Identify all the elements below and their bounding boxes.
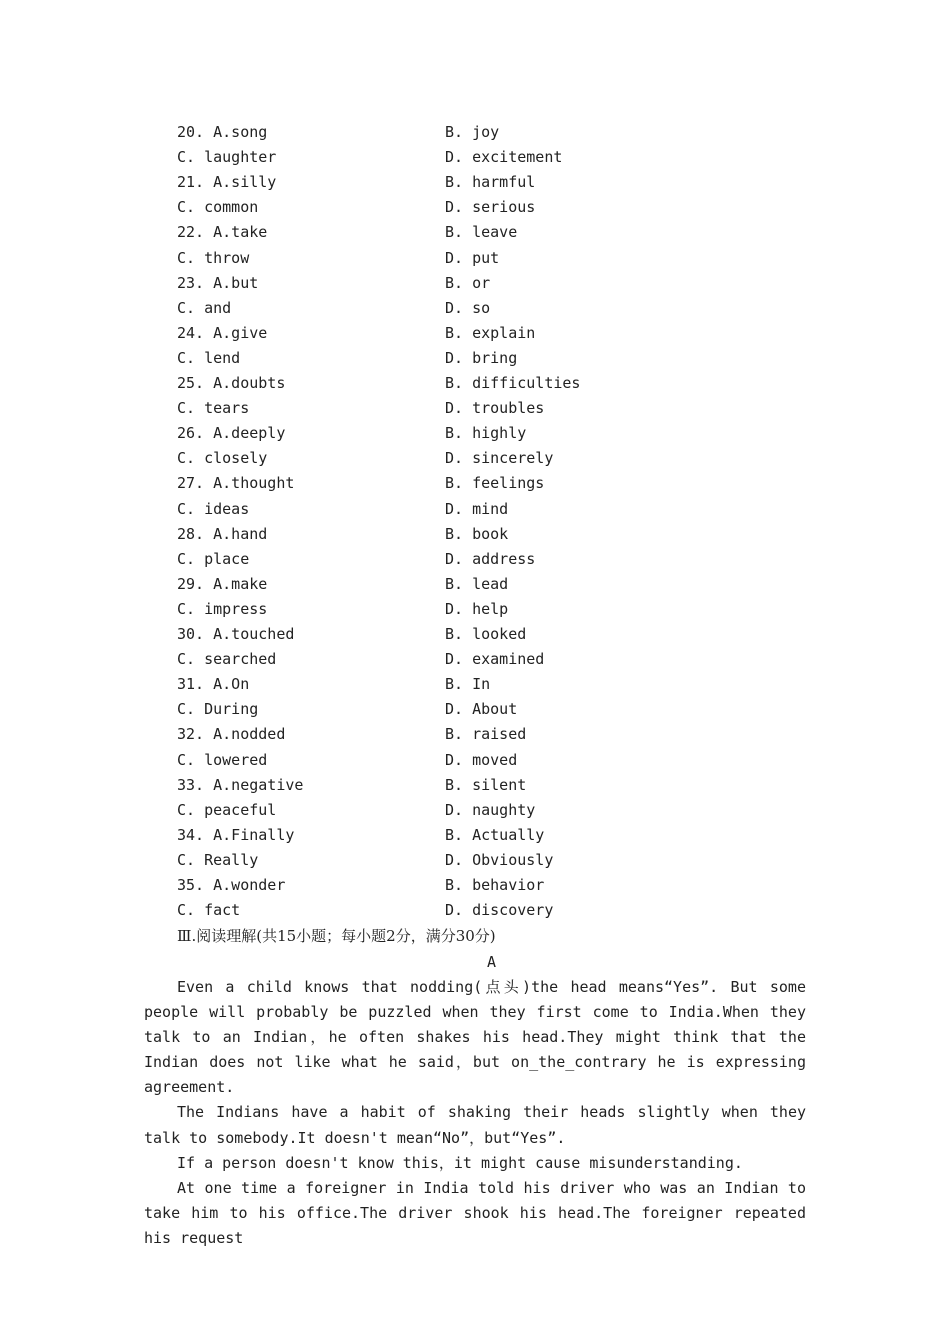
option-left: 28. A.hand — [177, 524, 268, 543]
option-left: 22. A.take — [177, 223, 268, 242]
paragraph: Even a child knows that nodding(点头)the head means“Yes”. But some people will probably be puzzled when they first come to India.When they talk to an Indian，he often shakes his head.They might think that the Indian does not like what he said，but on_the_contrary he is expressing agreement. — [144, 978, 806, 1097]
option-right: D. address — [445, 549, 536, 568]
option-right: B. raised — [445, 725, 527, 744]
option-left: 29. A.make — [177, 574, 268, 593]
option-right: D. help — [445, 599, 509, 618]
option-left: 32. A.nodded — [177, 725, 286, 744]
option-right: D. mind — [445, 499, 509, 518]
option-left: 23. A.but — [177, 273, 259, 292]
option-right: B. lead — [445, 574, 509, 593]
option-right: D. sincerely — [445, 449, 554, 468]
option-right: B. silent — [445, 775, 527, 794]
option-right: D. troubles — [445, 399, 545, 418]
option-left: C. ideas — [177, 499, 250, 518]
option-left: C. and — [177, 298, 232, 317]
option-left: C. During — [177, 700, 259, 719]
section-heading: Ⅲ.阅读理解(共15小题；每小题2分，满分30分) — [177, 927, 496, 945]
option-right: B. highly — [445, 424, 527, 443]
option-left: C. fact — [177, 901, 241, 920]
paragraph: At one time a foreigner in India told his driver who was an Indian to take him to his office.The driver shook his head.The foreigner repeated his request — [144, 1178, 806, 1247]
option-left: C. Really — [177, 850, 259, 869]
passage-label: A — [486, 953, 497, 971]
option-right: B. explain — [445, 323, 536, 342]
option-right: D. so — [445, 298, 491, 317]
option-left: 35. A.wonder — [177, 876, 286, 894]
option-right: B. or — [445, 273, 491, 292]
option-right: D. About — [445, 700, 518, 719]
option-right: B. difficulties — [445, 374, 581, 392]
option-right: B. leave — [445, 223, 518, 242]
option-right: D. serious — [445, 198, 536, 217]
option-right: B. joy — [445, 123, 500, 141]
option-right: D. moved — [445, 750, 518, 769]
option-right: D. Obviously — [445, 850, 554, 869]
option-right: D. discovery — [445, 901, 554, 920]
reading-passage — [144, 975, 806, 1251]
option-right: B. feelings — [445, 474, 545, 493]
option-left: C. closely — [177, 449, 268, 468]
paragraph: If a person doesn't know this，it might cause misunderstanding. — [177, 1153, 743, 1172]
option-right: D. bring — [445, 348, 518, 367]
option-right: D. examined — [445, 650, 545, 669]
option-right: B. book — [445, 524, 509, 543]
option-left: 24. A.give — [177, 323, 268, 342]
option-left: C. laughter — [177, 148, 277, 167]
option-right: D. excitement — [445, 148, 563, 167]
option-right: B. In — [445, 675, 491, 694]
option-left: 30. A.touched — [177, 625, 295, 643]
option-right: B. looked — [445, 625, 527, 643]
option-right: B. harmful — [445, 173, 536, 192]
option-left: 27. A.thought — [177, 474, 295, 493]
option-left: 25. A.doubts — [177, 374, 286, 392]
option-left: C. impress — [177, 599, 268, 618]
option-left: C. peaceful — [177, 800, 277, 819]
option-left: 26. A.deeply — [177, 424, 286, 443]
option-left: C. searched — [177, 650, 277, 669]
option-right: B. behavior — [445, 876, 545, 894]
option-right: D. naughty — [445, 800, 536, 819]
option-left: C. throw — [177, 248, 250, 267]
option-right: D. put — [445, 248, 500, 267]
option-left: 34. A.Finally — [177, 825, 295, 844]
option-left: 31. A.On — [177, 675, 250, 694]
option-left: 33. A.negative — [177, 775, 304, 794]
option-left: C. lowered — [177, 750, 268, 769]
option-left: C. lend — [177, 348, 241, 367]
option-left: 21. A.silly — [177, 173, 277, 192]
option-left: C. common — [177, 198, 259, 217]
option-left: C. place — [177, 549, 250, 568]
option-right: B. Actually — [445, 825, 545, 844]
option-left: 20. A.song — [177, 123, 268, 141]
paragraph: The Indians have a habit of shaking their heads slightly when they talk to somebody.It doesn't mean“No”，but“Yes”. — [144, 1103, 806, 1147]
option-left: C. tears — [177, 399, 250, 418]
